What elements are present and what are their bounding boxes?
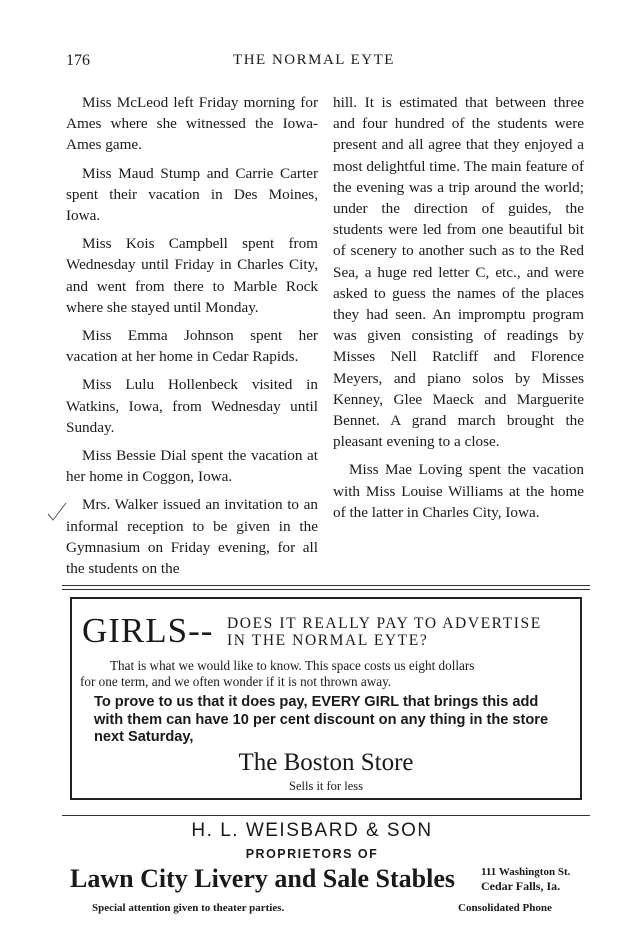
page-number: 176: [66, 52, 90, 69]
news-item: Miss Kois Campbell spent from Wednesday until Friday in Charles City, and went from there to Marble Rock where she stayed until Monday.: [66, 235, 318, 316]
news-item: Miss Maud Stump and Carrie Carter spent their vacation in Des Moines, Iowa.: [66, 164, 318, 225]
news-item: Miss Emma Johnson spent her vacation at her home in Cedar Rapids.: [66, 327, 318, 366]
store-name: The Boston Store: [238, 749, 414, 776]
livery-special-note: Special attention given to theater parties.: [92, 902, 285, 914]
livery-address: 111 Washington St. Cedar Falls, Ia.: [481, 866, 571, 893]
news-item: Miss Bessie Dial spent the vacation at her home in Coggon, Iowa.: [66, 447, 318, 486]
ad-offer: To prove to us that it does pay, EVERY GIRL that brings this add with them can have 10 per cent discount on any thing in the store next Saturday,: [94, 694, 549, 745]
ad-girls-heading: GIRLS--: [82, 611, 214, 650]
news-item: Miss McLeod left Friday morning for Ames where she witnessed the Iowa-Ames game.: [66, 94, 318, 154]
news-item: Miss Lulu Hollenbeck visited in Watkins, Iowa, from Wednesday until Sunday.: [66, 376, 318, 436]
divider-rule: [62, 815, 590, 816]
boston-store-ad: [70, 597, 582, 800]
livery-proprietors: PROPRIETORS OF: [245, 847, 379, 861]
ad-body-text: That is what we would like to know. This space costs us eight dollars for one term, and we often wonder if it is not thrown away.: [80, 658, 475, 689]
news-item: Mrs. Walker issued an invitation to an informal reception to be given in the Gymnasium on Friday evening, for all the students on the: [66, 496, 318, 578]
divider-rule: [62, 589, 590, 590]
livery-business-name: Lawn City Livery and Sale Stables: [70, 864, 455, 893]
news-item: Miss Mae Loving spent the vacation with Miss Louise Williams at the home of the latter in Charles City, Iowa.: [333, 461, 584, 521]
ad-headline: DOES IT REALLY PAY TO ADVERTISE IN THE NORMAL EYTE?: [227, 615, 542, 649]
check-mark-icon: [46, 500, 68, 524]
news-item-continued: hill. It is estimated that between three and four hundred of the students were present and all agree that they enjoyed a most delightful time. The main feature of the evening was a trip around the world; under the direction of guides, the students were led from one beautiful bit of scenery to another such as to the Red Sea, a huge red letter C, etc., and were asked to guess the names of the places they had seen. An impromptu program was given consisting of readings by Misses Nell Ratcliff and Florence Meyers, and piano solos by Misses Kenney, Glee Maeck and Marguerite Bennet. A grand march brought the pleasant evening to a close.: [333, 94, 584, 451]
right-column: [333, 92, 584, 530]
livery-phone: Consolidated Phone: [458, 902, 552, 914]
store-tagline: Sells it for less: [289, 779, 363, 793]
journal-title: THE NORMAL EYTE: [233, 52, 395, 68]
livery-firm-name: H. L. WEISBARD & SON: [191, 820, 433, 841]
left-column: [66, 92, 318, 586]
running-head: [66, 52, 562, 74]
divider-rule: [62, 585, 590, 586]
